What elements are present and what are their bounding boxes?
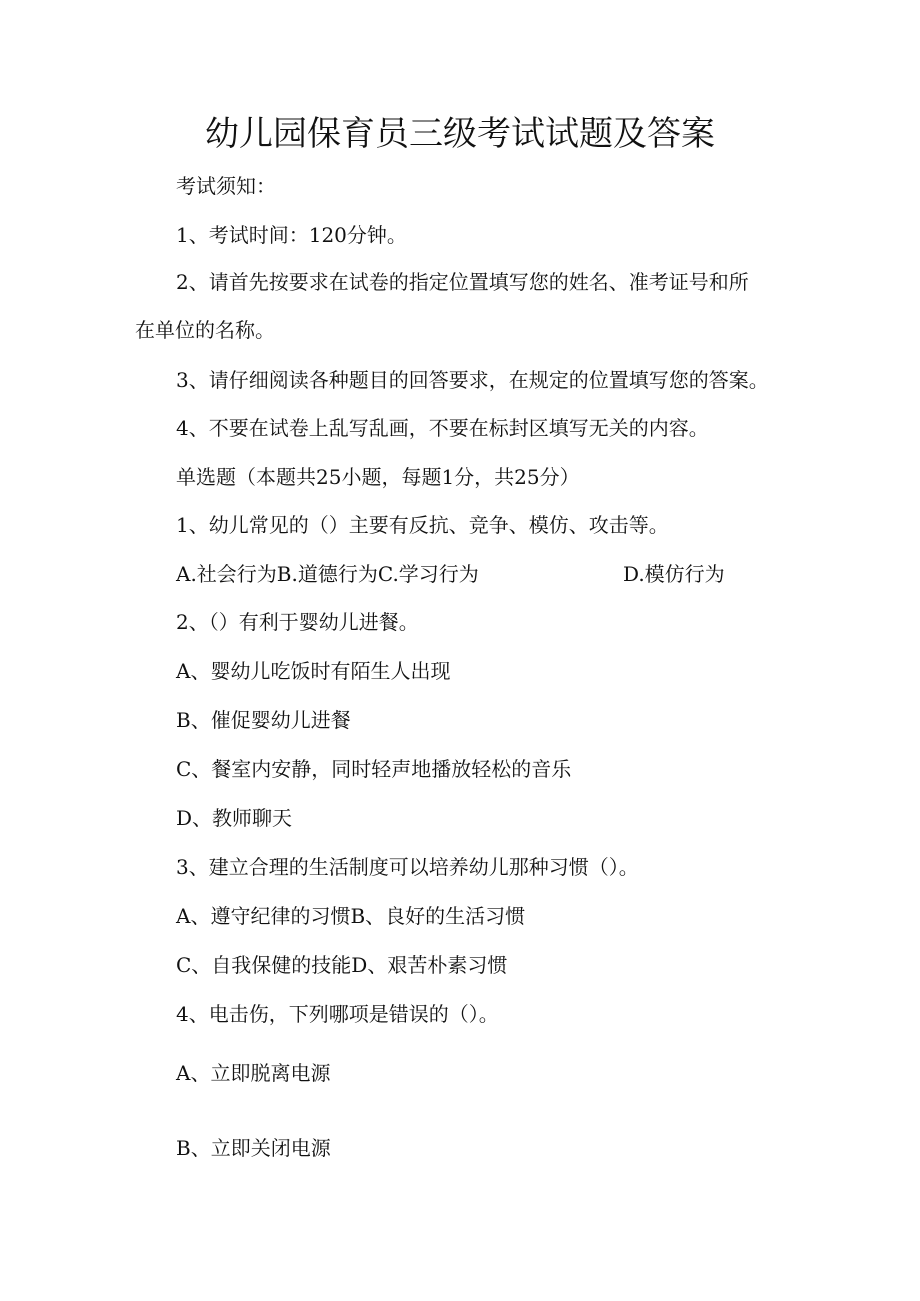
question-2-stem: 2、（）有利于婴幼儿进餐。	[176, 610, 419, 634]
question-3-stem: 3、建立合理的生活制度可以培养幼儿那种习惯（）。	[176, 855, 639, 879]
question-3-options-cd: C、自我保健的技能D、艰苦朴素习惯	[176, 953, 508, 977]
question-4-option-a: A、立即脱离电源	[176, 1061, 331, 1085]
question-2-option-b: B、催促婴幼儿进餐	[176, 708, 351, 732]
notice-item-1: 1、考试时间：120分钟。	[176, 223, 407, 247]
question-1-stem: 1、幼儿常见的（）主要有反抗、竞争、模仿、攻击等。	[176, 513, 669, 537]
question-2-option-c: C、餐室内安静，同时轻声地播放轻松的音乐	[176, 757, 572, 781]
notice-item-3: 3、请仔细阅读各种题目的回答要求，在规定的位置填写您的答案。	[176, 368, 769, 392]
question-3-options-ab: A、遵守纪律的习惯B、良好的生活习惯	[176, 904, 526, 928]
question-4-stem: 4、电击伤，下列哪项是错误的（）。	[176, 1002, 499, 1026]
question-1-option-d: D.模仿行为	[623, 562, 725, 586]
question-1-options: A.社会行为B.道德行为C.学习行为	[176, 562, 479, 586]
notice-item-2: 2、请首先按要求在试卷的指定位置填写您的姓名、准考证号和所	[176, 270, 749, 294]
notice-heading: 考试须知：	[176, 174, 276, 198]
question-2-option-d: D、教师聊天	[176, 806, 293, 830]
question-2-option-a: A、婴幼儿吃饭时有陌生人出现	[176, 659, 451, 683]
document-title: 幼儿园保育员三级考试试题及答案	[205, 114, 715, 154]
notice-item-2-continued: 在单位的名称。	[135, 318, 275, 342]
notice-item-4: 4、不要在试卷上乱写乱画，不要在标封区填写无关的内容。	[176, 416, 709, 440]
question-4-option-b: B、立即关闭电源	[176, 1136, 331, 1160]
section-heading: 单选题（本题共25小题，每题1分，共25分）	[176, 465, 580, 489]
